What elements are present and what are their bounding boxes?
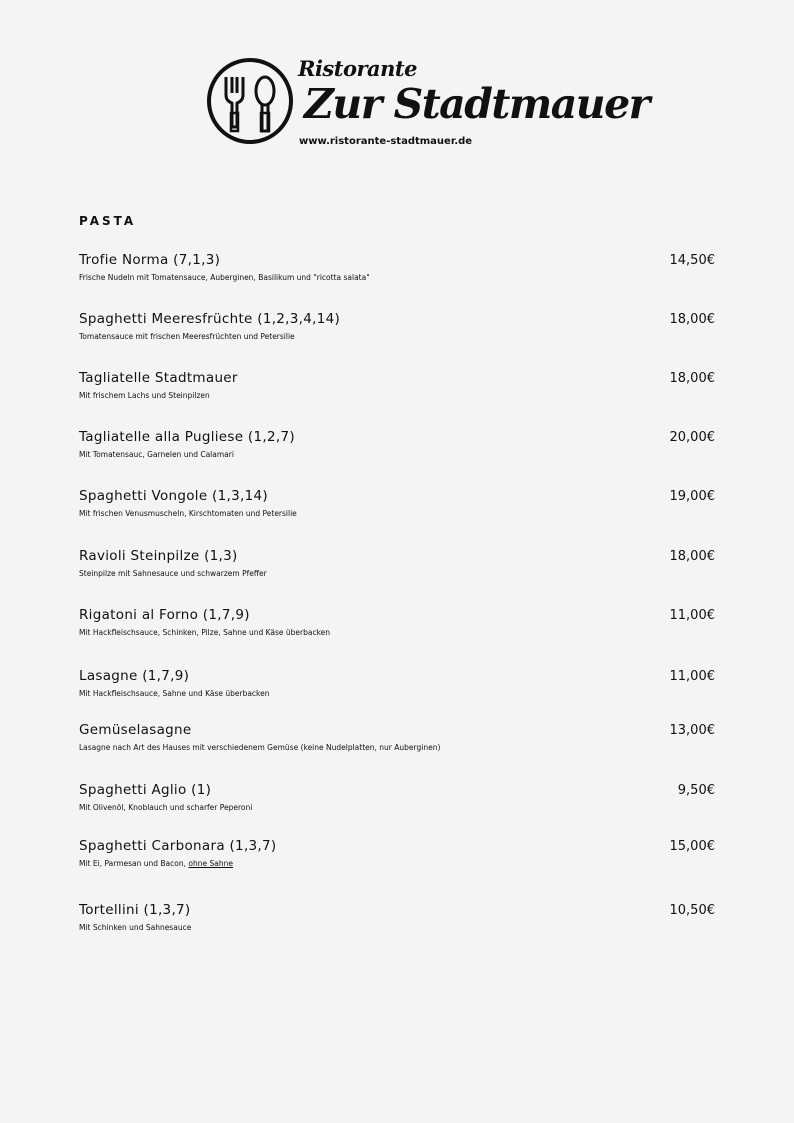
item-price: 18,00€ (669, 312, 715, 327)
item-name: Spaghetti Vongole (1,3,14) (79, 488, 268, 504)
item-description: Tomatensauce mit frischen Meeresfrüchten und Petersilie (79, 332, 295, 341)
item-description: Mit frischem Lachs und Steinpilzen (79, 391, 210, 400)
item-name: Lasagne (1,7,9) (79, 668, 190, 684)
item-name: Spaghetti Aglio (1) (79, 782, 212, 798)
item-description: Mit Hackfleischsauce, Schinken, Pilze, Sahne und Käse überbacken (79, 628, 331, 637)
item-price: 18,00€ (669, 371, 715, 386)
menu-item (79, 722, 715, 754)
item-description: Frische Nudeln mit Tomatensauce, Auberginen, Basilikum und "ricotta salata" (79, 273, 370, 282)
item-price: 15,00€ (669, 839, 715, 854)
item-name: Gemüselasagne (79, 722, 192, 738)
item-price: 11,00€ (669, 669, 715, 684)
menu-item (79, 370, 715, 402)
item-price: 11,00€ (669, 608, 715, 623)
item-price: 9,50€ (677, 783, 715, 798)
item-description-text: Mit Ei, Parmesan und Bacon, (79, 859, 189, 868)
item-name: Trofie Norma (7,1,3) (79, 252, 221, 268)
item-name: Ravioli Steinpilze (1,3) (79, 548, 238, 564)
item-description: Steinpilze mit Sahnesauce und schwarzem Pfeffer (79, 569, 267, 578)
item-price: 19,00€ (669, 489, 715, 504)
menu-item (79, 429, 715, 461)
restaurant-logo (206, 56, 649, 152)
item-description: Mit Schinken und Sahnesauce (79, 923, 192, 932)
menu-item (79, 311, 715, 343)
menu-item (79, 548, 715, 580)
item-description-emphasis: ohne Sahne (188, 859, 233, 868)
item-price: 13,00€ (669, 723, 715, 738)
item-description: Mit frischen Venusmuscheln, Kirschtomaten und Petersilie (79, 509, 297, 518)
item-description: Mit Hackfleischsauce, Sahne und Käse überbacken (79, 689, 270, 698)
menu-item (79, 668, 715, 700)
item-price: 14,50€ (669, 253, 715, 268)
item-description: Mit Tomatensauc, Garnelen und Calamari (79, 450, 234, 459)
item-description (79, 857, 715, 870)
menu-item (79, 838, 715, 870)
item-name: Tortellini (1,3,7) (79, 902, 191, 918)
item-name: Rigatoni al Forno (1,7,9) (79, 607, 250, 623)
menu-item (79, 488, 715, 520)
item-name: Spaghetti Carbonara (1,3,7) (79, 838, 277, 854)
brand-tagline: Ristorante (298, 56, 417, 81)
fork-and-spoon-icon (206, 57, 294, 145)
item-description: Lasagne nach Art des Hauses mit verschiedenem Gemüse (keine Nudelplatten, nur Auberginen) (79, 743, 441, 752)
item-name: Tagliatelle Stadtmauer (79, 370, 238, 386)
item-price: 18,00€ (669, 549, 715, 564)
item-price: 10,50€ (669, 903, 715, 918)
menu-item (79, 252, 715, 284)
item-price: 20,00€ (669, 430, 715, 445)
menu-item (79, 902, 715, 934)
section-title: PASTA (79, 214, 137, 228)
brand-name: Zur Stadtmauer (304, 80, 649, 128)
website-link[interactable]: www.ristorante-stadtmauer.de (299, 136, 473, 147)
item-name: Tagliatelle alla Pugliese (1,2,7) (79, 429, 295, 445)
menu-item (79, 782, 715, 814)
item-description: Mit Olivenöl, Knoblauch und scharfer Peperoni (79, 803, 253, 812)
menu-item (79, 607, 715, 639)
item-name: Spaghetti Meeresfrüchte (1,2,3,4,14) (79, 311, 341, 327)
